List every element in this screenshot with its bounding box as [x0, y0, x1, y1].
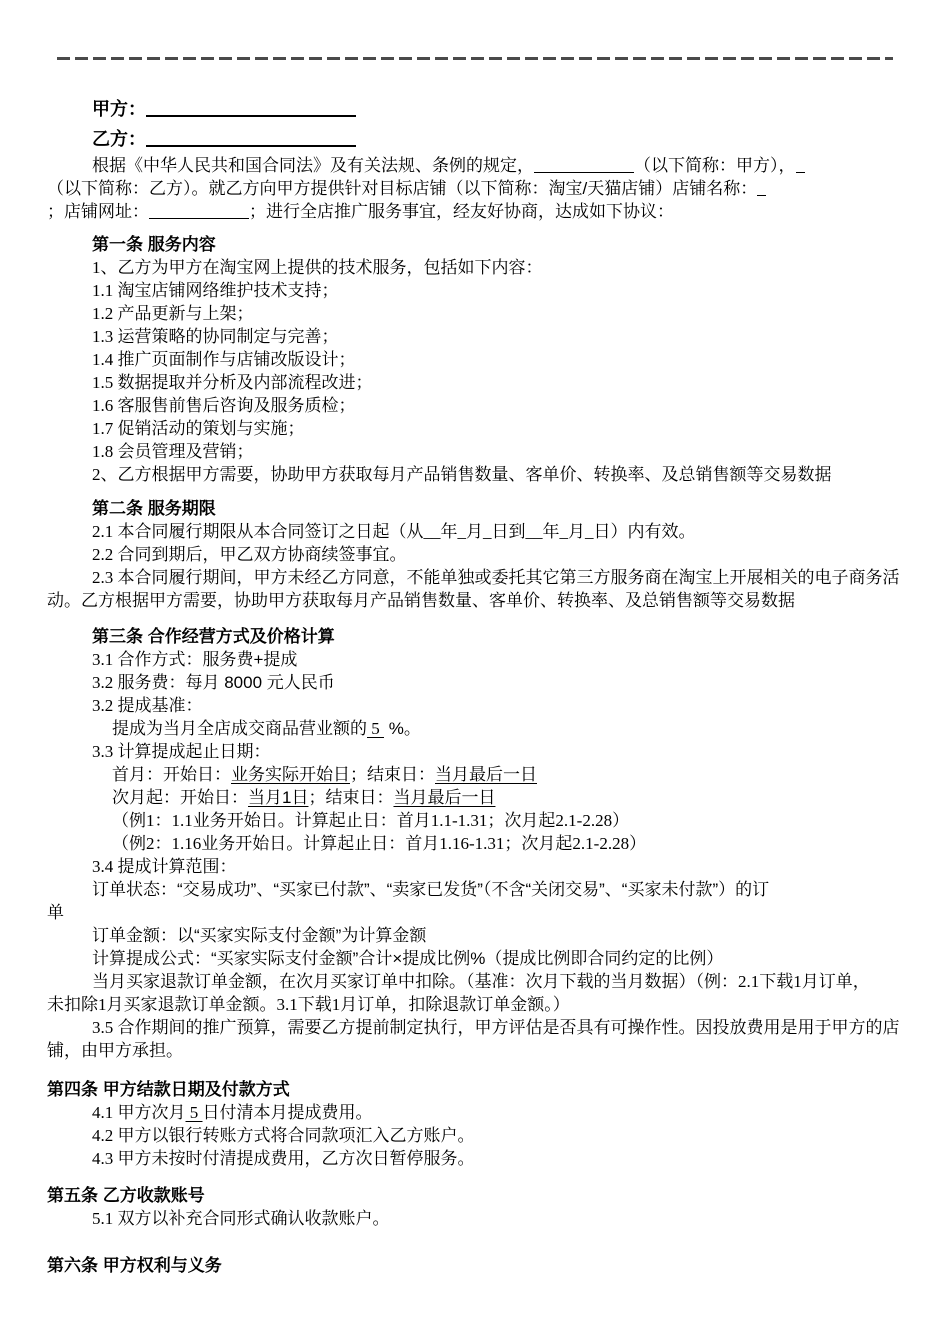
example-1 [47, 809, 903, 832]
text-run: 当月买家退款订单金额，在次月买家订单中扣除。（基准：次月下载的当月数据）（例：2.1下载1月订单， [92, 972, 870, 991]
item-2 [47, 463, 903, 486]
text-run: 第三条 合作经营方式及价格计算 [92, 627, 335, 646]
text-run: 、乙方为甲方在淘宝网上提供的技术服务，包括如下内容： [100, 258, 543, 277]
serif-number: __ [525, 522, 543, 541]
text-run: 运营策略的协同制定与完善； [117, 327, 339, 346]
item-1-5 [47, 371, 903, 394]
item-4-2 [47, 1124, 903, 1147]
serif-number: 3.2 [92, 673, 118, 692]
text-run: 服务费：每月 8000 元人民币 [117, 673, 335, 692]
contract-body [47, 94, 903, 1277]
item-1-1 [47, 279, 903, 302]
section-1-heading [47, 233, 903, 256]
preamble-line-3 [47, 200, 903, 223]
item-2-2 [47, 543, 903, 566]
text-run: 次月起：开始日： [112, 788, 248, 807]
text-run: 第二条 服务期限 [92, 499, 216, 518]
item-1-2 [47, 302, 903, 325]
text-run: 订单金额：以“买家实际支付金额”为计算金额 [92, 926, 427, 945]
item-5-1 [47, 1207, 903, 1230]
item-3-2b [47, 694, 903, 717]
text-run: 、乙方根据甲方需要，协助甲方获取每月产品销售数量、客单价、转换率、及总销售额等交易数据 [100, 465, 832, 484]
serif-number: 3.3 [92, 742, 118, 761]
text-run: 客服售前售后咨询及服务质检； [117, 396, 356, 415]
serif-number: 3.5 [92, 1018, 118, 1037]
serif-number: 1.1 [92, 281, 118, 300]
text-run: 第六条 甲方权利与义务 [47, 1256, 222, 1275]
text-run: 年 [440, 522, 458, 541]
fill-in-blank [534, 157, 634, 173]
text-run: 促销活动的策划与实施； [117, 419, 305, 438]
item-4-3 [47, 1147, 903, 1170]
text-run: 首月：开始日： [112, 765, 231, 784]
order-status-line [47, 878, 903, 901]
text-run: 计算提成公式：“买家实际支付金额”合计×提成比例%（提成比例即合同约定的比例） [92, 949, 724, 968]
fill-in-blank [796, 157, 805, 173]
text-run: 合同到期后，甲乙双方协商续签事宜。 [117, 545, 407, 564]
text-run: 甲方以银行转账方式将合同款项汇入乙方账户。 [117, 1126, 475, 1145]
text-run: 动。乙方根据甲方需要，协助甲方获取每月产品销售数量、客单价、转换率、及总销售额等交易数据 [47, 591, 795, 610]
text-run: 计算提成起止日期： [117, 742, 271, 761]
item-1-6 [47, 394, 903, 417]
serif-number: 2.3 [92, 568, 118, 587]
text-run: 年 [542, 522, 560, 541]
serif-number: _ [457, 522, 466, 541]
fill-in-blank [149, 203, 249, 219]
text-run: 合作期间的推广预算，需要乙方提前制定执行，甲方评估是否具有可操作性。因投放费用是用于甲方的店 [117, 1018, 900, 1037]
item-1-7 [47, 417, 903, 440]
text-run: 未扣除1月买家退款订单金额。3.1下载1月订单，扣除退款订单金额。） [47, 995, 570, 1014]
serif-number: 2.1 [92, 522, 118, 541]
order-amount-line [47, 924, 903, 947]
item-1-8 [47, 440, 903, 463]
text-run: %。 [384, 719, 421, 738]
text-run: 日付清本月提成费用。 [202, 1103, 373, 1122]
text-run: 单 [47, 903, 64, 922]
text-run: 第四条 甲方结款日期及付款方式 [47, 1080, 290, 1099]
example-2 [47, 832, 903, 855]
serif-number: 2 [92, 465, 101, 484]
item-3-4 [47, 855, 903, 878]
section-2-heading [47, 497, 903, 520]
serif-number: 1.3 [92, 327, 118, 346]
party-a-line [47, 94, 903, 124]
dashed-divider [57, 57, 893, 60]
serif-number: 1.8 [92, 442, 118, 461]
item-3-5 [47, 1016, 903, 1039]
text-run: 双方以补充合同形式确认收款账户。 [117, 1209, 390, 1228]
preamble-line-1 [47, 154, 903, 177]
fill-in-blank [146, 100, 356, 117]
serif-number: 1.7 [92, 419, 118, 438]
serif-number: 1.5 [92, 373, 118, 392]
refund-line-wrap [47, 993, 903, 1016]
serif-number: 3.2 [92, 696, 118, 715]
start-date-value: 业务实际开始日 [231, 765, 350, 784]
refund-line [47, 970, 903, 993]
text-run: 推广页面制作与店铺改版设计； [117, 350, 356, 369]
item-2-3 [47, 566, 903, 589]
party-b-line [47, 124, 903, 154]
serif-number: 3.1 [92, 650, 118, 669]
text-run: 甲方次月 [117, 1103, 186, 1122]
item-3-3 [47, 740, 903, 763]
text-run: ；进行全店推广服务事宜，经友好协商，达成如下协议： [249, 202, 674, 221]
section-3-heading [47, 625, 903, 648]
party-a-label: 甲方： [92, 99, 146, 119]
item-1 [47, 256, 903, 279]
item-2-3-wrap [47, 589, 903, 612]
text-run: 提成基准： [117, 696, 203, 715]
text-run: （以下简称：甲方）， [634, 156, 796, 175]
serif-number: 4.2 [92, 1126, 118, 1145]
serif-number: 1.2 [92, 304, 118, 323]
fill-in-blank [146, 130, 356, 147]
end-date-value: 当月最后一日 [435, 765, 537, 784]
text-run: 日到 [491, 522, 526, 541]
party-b-label: 乙方： [92, 129, 146, 149]
serif-number: __ [423, 522, 441, 541]
text-run: 甲方未按时付清提成费用，乙方次日暂停服务。 [117, 1149, 475, 1168]
text-run: （以下简称：乙方）。就乙方向甲方提供针对目标店铺（以下简称：淘宝/天猫店铺）店铺名称： [47, 179, 758, 198]
serif-number: _ [559, 522, 568, 541]
next-month-rule [47, 786, 903, 809]
end-date-value: 当月最后一日 [393, 788, 496, 807]
item-2-1 [47, 520, 903, 543]
text-run: 铺，由甲方承担。 [47, 1041, 183, 1060]
item-4-1 [47, 1101, 903, 1124]
commission-rate-value: 5 [367, 719, 384, 738]
section-6-heading [47, 1254, 903, 1277]
text-run: ；结束日： [350, 765, 435, 784]
item-1-3 [47, 325, 903, 348]
serif-number: _ [483, 522, 492, 541]
section-5-heading [47, 1184, 903, 1207]
serif-number: _ [585, 522, 594, 541]
text-run: 第一条 服务内容 [92, 235, 216, 254]
preamble-line-2 [47, 177, 903, 200]
serif-number: 1 [92, 258, 101, 277]
text-run: 产品更新与上架； [117, 304, 254, 323]
section-4-heading [47, 1078, 903, 1101]
text-run: 合作方式：服务费+提成 [117, 650, 298, 669]
text-run: 数据提取并分析及内部流程改进； [117, 373, 373, 392]
text-run: 第五条 乙方收款账号 [47, 1186, 205, 1205]
start-date-value: 当月1日 [248, 788, 309, 807]
item-3-1 [47, 648, 903, 671]
text-run: 月 [466, 522, 483, 541]
serif-number: 3.4 [92, 857, 118, 876]
serif-number: 4.1 [92, 1103, 118, 1122]
text-run: 本合同履行期间，甲方未经乙方同意，不能单独或委托其它第三方服务商在淘宝上开展相关的电子商务活 [117, 568, 900, 587]
text-run: 提成为当月全店成交商品营业额的 [112, 719, 367, 738]
serif-number: 1.6 [92, 396, 118, 415]
text-run: 订单状态：“交易成功”、“买家已付款”、“卖家已发货”（不含“关闭交易”、“买家未付款”）的订 [92, 880, 770, 899]
text-run: （例1：1.1业务开始日。计算起止日：首月1.1-1.31；次月起2.1-2.28） [112, 811, 630, 830]
text-run: ；结束日： [308, 788, 394, 807]
first-month-rule [47, 763, 903, 786]
payment-day-value: 5 [185, 1103, 203, 1122]
fill-in-blank [757, 180, 766, 196]
commission-rate-line [47, 717, 903, 740]
formula-line [47, 947, 903, 970]
item-3-5-wrap [47, 1039, 903, 1062]
text-run: 根据《中华人民共和国合同法》及有关法规、条例的规定， [92, 156, 534, 175]
order-status-wrap [47, 901, 903, 924]
text-run: （例2：1.16业务开始日。计算起止日：首月1.16-1.31；次月起2.1-2.28） [112, 834, 647, 853]
item-1-4 [47, 348, 903, 371]
serif-number: 1.4 [92, 350, 118, 369]
text-run: 会员管理及营销； [117, 442, 254, 461]
text-run: ；店铺网址： [47, 202, 149, 221]
text-run: 提成计算范围： [117, 857, 237, 876]
serif-number: 2.2 [92, 545, 118, 564]
text-run: 淘宝店铺网络维护技术支持； [117, 281, 339, 300]
text-run: 月 [568, 522, 585, 541]
text-run: 本合同履行期限从本合同签订之日起（从 [117, 522, 424, 541]
serif-number: 4.3 [92, 1149, 118, 1168]
text-run: 日）内有效。 [593, 522, 696, 541]
serif-number: 5.1 [92, 1209, 118, 1228]
item-3-2 [47, 671, 903, 694]
